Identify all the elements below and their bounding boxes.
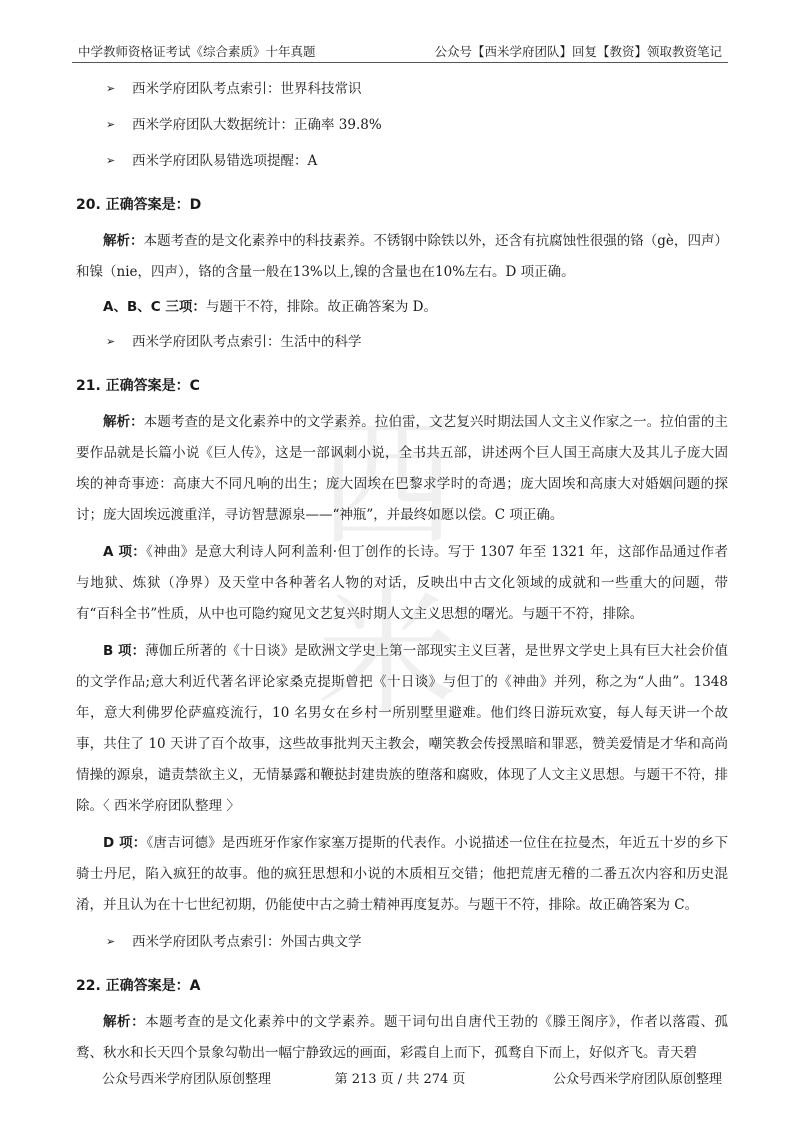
arrow-bullet-icon: ➢	[106, 82, 116, 95]
page-number: 第 213 页 / 共 274 页	[334, 1072, 466, 1087]
page-footer	[72, 1068, 728, 1088]
list-item: ➢ 西米学府团队易错选项提醒：A	[76, 150, 728, 172]
q21-option-a: A 项：《神曲》是意大利诗人阿利盖利·但丁创作的长诗。写于 1307 年至 1321 年，这部作品通过作者与地狱、炼狱（净界）及天堂中各种著名人物的对话，反映出中古文化领域的成就和一些重大的问题，带有“百科全书”性质，从中也可隐约窥见文艺复兴时期人文主义思想的曙光。与题干不符，排除。	[76, 544, 728, 622]
page-content	[76, 78, 728, 1069]
footer-left: 公众号西米学府团队原创整理	[102, 1072, 272, 1087]
arrow-bullet-icon: ➢	[106, 335, 116, 348]
q22-answer: 22. 正确答案是：A	[76, 978, 201, 994]
q21-option-d: D 项：《唐吉诃德》是西班牙作家作家塞万提斯的代表作。小说描述一位住在拉曼杰，年近五十岁的乡下骑士丹尼，陷入疯狂的故事。他的疯狂思想和小说的木质相互交错；他把荒唐无稽的二番五次内容和历史混淆，并且认为在十七世纪初期，仍能使中古之骑士精神再度复苏。与题干不符，排除。故正确答案为 C。	[76, 835, 729, 913]
list-item: ➢ 西米学府团队考点索引：外国古典文学	[76, 931, 728, 953]
q21-analysis: 解析：本题考查的是文化素养中的文学素养。拉伯雷，文艺复兴时期法国人文主义作家之一。拉伯雷的主要作品就是长篇小说《巨人传》，这是一部讽刺小说，全书共五部，讲述两个巨人国王高康大及其儿子庞大固埃的神奇事迹：高康大不同凡响的出生；庞大固埃在巴黎求学时的奇遇；庞大固埃和高康大对婚姻问题的探讨；庞大固埃远渡重洋，寻访智慧源泉——“神瓶”，并最终如愿以偿。C 项正确。	[76, 414, 729, 523]
arrow-bullet-icon: ➢	[106, 154, 116, 167]
page-header	[72, 40, 728, 63]
q21-option-b: B 项：薄伽丘所著的《十日谈》是欧洲文学史上第一部现实主义巨著，是世界文学史上具有巨大社会价值的文学作品;意大利近代著名评论家桑克提斯曾把《十日谈》与但丁的《神曲》并列，称之为“人曲”。1348 年，意大利佛罗伦萨瘟疫流行，10 名男女在乡村一所别墅里避难。他们终日游玩欢宴，每人每天讲一个故事，共住了 10 天讲了百个故事，这些故事批判天主教会，嘲笑教会传授黑暗和罪恶，赞美爱情是才华和高尚情操的源泉，谴责禁欲主义，无情暴露和鞭挞封建贵族的堕落和腐败，体现了人文主义思想。与题干不符，排除。〈 西米学府团队整理 〉	[76, 643, 729, 814]
q21-answer: 21. 正确答案是：C	[76, 378, 200, 394]
watermark: 西米	[316, 403, 457, 736]
header-right-promo: 公众号【西米学府团队】回复【教资】领取教资笔记	[434, 44, 722, 59]
list-item: ➢ 西米学府团队考点索引：世界科技常识	[76, 78, 728, 100]
q20-abc: A、B、C 三项：与题干不符，排除。故正确答案为 D。	[103, 299, 437, 315]
q22-analysis: 解析：本题考查的是文化素养中的文学素养。题干词句出自唐代王勃的《滕王阁序》，作者以落霞、孤鹜、秋水和长天四个景象勾勒出一幅宁静致远的画面，彩霞自上而下，孤鹜自下而上，好似齐飞。青天碧	[76, 1014, 729, 1061]
arrow-bullet-icon: ➢	[106, 935, 116, 948]
q20-answer: 20. 正确答案是：D	[76, 197, 202, 213]
header-left-title: 中学教师资格证考试《综合素质》十年真题	[78, 44, 316, 59]
list-item: ➢ 西米学府团队大数据统计：正确率 39.8%	[76, 114, 728, 136]
list-item: ➢ 西米学府团队考点索引：生活中的科学	[76, 331, 728, 353]
q20-analysis: 解析：本题考查的是文化素养中的科技素养。不锈钢中除铁以外，还含有抗腐蚀性很强的铬（gè，四声）和镍（nie，四声），铬的含量一般在13%以上,镍的含量也在10%左右。D 项正确。	[76, 233, 728, 280]
arrow-bullet-icon: ➢	[106, 118, 116, 131]
footer-right: 公众号西米学府团队原创整理	[552, 1072, 722, 1087]
